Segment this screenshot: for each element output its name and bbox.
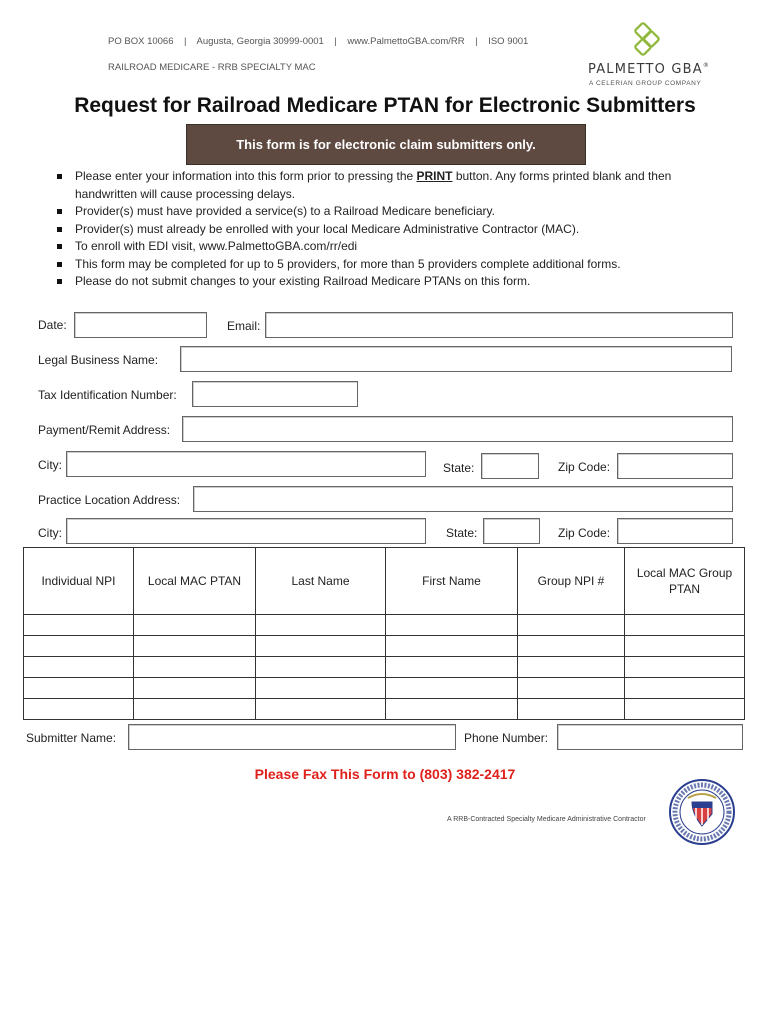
table-cell[interactable] [134,615,256,636]
railroad-retirement-board-seal-icon [668,778,736,846]
table-cell[interactable] [256,657,386,678]
table-cell[interactable] [24,657,134,678]
phone-number-field[interactable] [557,724,743,750]
city-label: City: [38,458,62,472]
state-field[interactable] [481,453,539,479]
city-field[interactable] [66,451,426,477]
electronic-only-banner: This form is for electronic claim submitters only. [186,124,586,165]
table-cell[interactable] [24,678,134,699]
table-cell[interactable] [386,636,518,657]
header-first-name: First Name [386,548,518,615]
table-cell[interactable] [386,615,518,636]
phone-number-label: Phone Number: [464,731,549,745]
table-cell[interactable] [625,699,745,720]
zip2-field[interactable] [617,518,733,544]
table-cell[interactable] [518,657,625,678]
table-cell[interactable] [134,636,256,657]
submitter-name-field[interactable] [128,724,456,750]
contractor-footnote: A RRB-Contracted Specialty Medicare Administrative Contractor [447,816,646,823]
logo-tagline: A CELERIAN GROUP COMPANY [589,80,702,87]
date-field[interactable] [74,312,207,338]
header-individual-npi: Individual NPI [24,548,134,615]
table-row [24,636,745,657]
contractor-line: RAILROAD MEDICARE - RRB SPECIALTY MAC [108,62,316,73]
header-local-mac-group-ptan: Local MAC Group PTAN [625,548,745,615]
instruction-item: To enroll with EDI visit, www.PalmettoGBA.com/rr/edi [54,238,734,256]
header-group-npi: Group NPI # [518,548,625,615]
table-row [24,699,745,720]
table-cell[interactable] [386,678,518,699]
fax-notice: Please Fax This Form to (803) 382-2417 [254,766,516,782]
table-row [24,678,745,699]
table-cell[interactable] [24,615,134,636]
table-cell[interactable] [386,657,518,678]
email-label: Email: [227,319,261,333]
table-cell[interactable] [625,657,745,678]
zip-label: Zip Code: [558,460,611,474]
instructions-list [54,168,734,291]
address-line: PO BOX 10066 | Augusta, Georgia 30999-0001 | www.PalmettoGBA.com/RR | ISO 9001 [108,36,529,47]
legal-business-name-field[interactable] [180,346,732,372]
instruction-item: Provider(s) must already be enrolled with your local Medicare Administrative Contractor (MAC). [54,221,734,239]
instruction-item: This form may be completed for up to 5 providers, for more than 5 providers complete additional forms. [54,256,734,274]
table-cell[interactable] [625,615,745,636]
payment-address-field[interactable] [182,416,733,442]
table-cell[interactable] [518,615,625,636]
table-cell[interactable] [256,615,386,636]
date-label: Date: [38,318,67,332]
tin-field[interactable] [192,381,358,407]
city2-field[interactable] [66,518,426,544]
table-cell[interactable] [134,678,256,699]
table-cell[interactable] [625,636,745,657]
tin-label: Tax Identification Number: [38,388,177,402]
table-cell[interactable] [386,699,518,720]
payment-address-label: Payment/Remit Address: [38,423,171,437]
table-cell[interactable] [625,678,745,699]
legal-business-name-label: Legal Business Name: [38,353,159,367]
header-local-mac-ptan: Local MAC PTAN [134,548,256,615]
zip-field[interactable] [617,453,733,479]
state-label: State: [443,461,475,475]
instruction-item: Please enter your information into this form prior to pressing the PRINT button. Any forms printed blank and then handwritten will cause processing delays. [54,168,734,203]
table-cell[interactable] [134,699,256,720]
submitter-name-label: Submitter Name: [26,731,117,745]
table-cell[interactable] [24,699,134,720]
provider-table-header [24,548,745,615]
table-cell[interactable] [134,657,256,678]
provider-table [23,547,745,720]
state2-label: State: [446,526,478,540]
table-cell[interactable] [518,699,625,720]
state2-field[interactable] [483,518,540,544]
palmetto-gba-logo [586,22,716,90]
logo-name: PALMETTO GBA [588,62,703,77]
header-last-name: Last Name [256,548,386,615]
palmetto-leaf-icon [629,22,665,58]
table-cell[interactable] [518,678,625,699]
logo-registered: ® [702,62,711,69]
table-cell[interactable] [256,636,386,657]
instruction-item: Please do not submit changes to your existing Railroad Medicare PTANs on this form. [54,273,734,291]
practice-address-field[interactable] [193,486,733,512]
zip2-label: Zip Code: [558,526,611,540]
print-keyword: PRINT [416,169,453,183]
email-field[interactable] [265,312,733,338]
table-cell[interactable] [24,636,134,657]
instruction-item: Provider(s) must have provided a service(s) to a Railroad Medicare beneficiary. [54,203,734,221]
table-row [24,657,745,678]
practice-address-label: Practice Location Address: [38,493,181,507]
city2-label: City: [38,526,62,540]
table-cell[interactable] [256,699,386,720]
table-cell[interactable] [256,678,386,699]
page-title: Request for Railroad Medicare PTAN for Electronic Submitters [74,94,696,117]
table-row [24,615,745,636]
table-cell[interactable] [518,636,625,657]
